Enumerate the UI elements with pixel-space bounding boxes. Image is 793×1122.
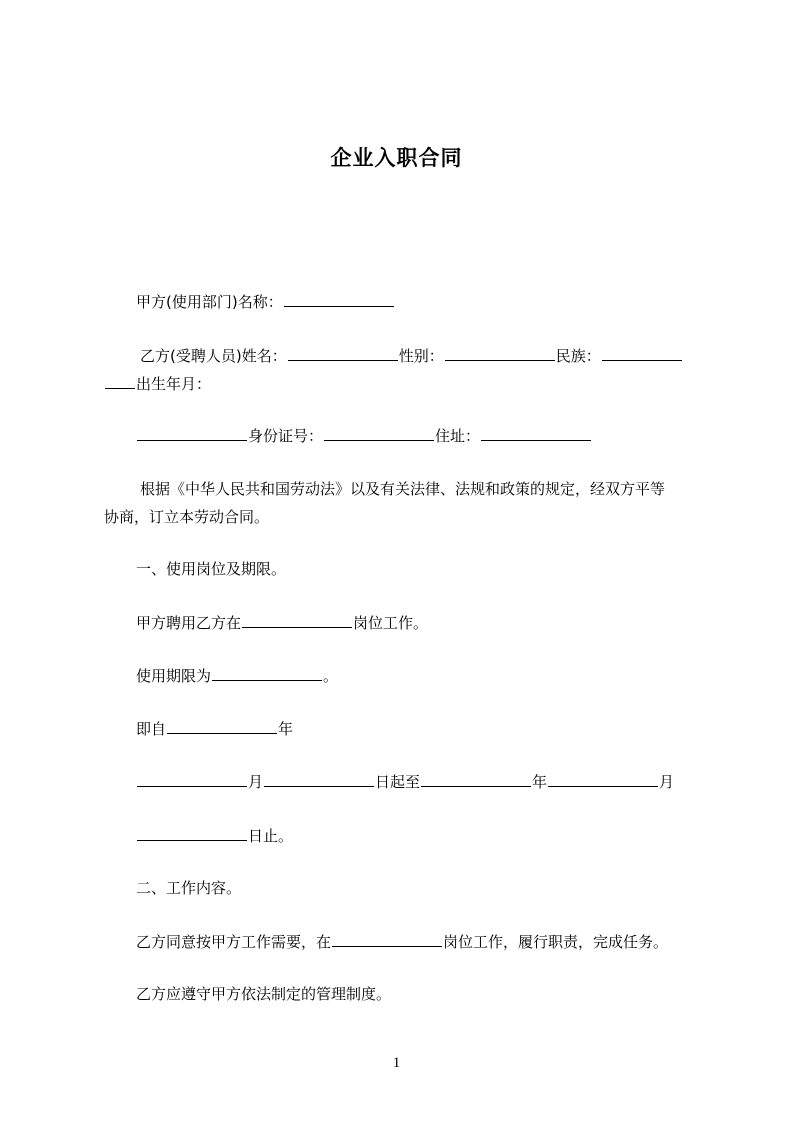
address-label: 住址： — [435, 427, 481, 445]
date-range-line — [136, 772, 674, 791]
term-line — [136, 666, 338, 685]
ethnicity-label: 民族： — [555, 347, 601, 365]
post-prefix: 甲方聘用乙方在 — [136, 614, 242, 632]
gender-label: 性别： — [398, 347, 444, 365]
ethnicity-blank — [602, 346, 682, 361]
duty-line — [136, 932, 668, 951]
document-title: 企业入职合同 — [330, 146, 463, 170]
party-b-name-blank — [288, 346, 398, 361]
duty-suffix: 岗位工作，履行职责，完成任务。 — [443, 933, 669, 951]
party-b-line — [140, 346, 683, 365]
duty-prefix: 乙方同意按甲方工作需要，在 — [136, 933, 332, 951]
start-day-blank — [264, 772, 374, 787]
birth-date-blank — [137, 426, 247, 441]
from-to-label: 日起至 — [375, 773, 421, 791]
end-month-blank — [548, 772, 658, 787]
start-month-label: 月 — [248, 773, 264, 791]
end-month-label: 月 — [659, 773, 675, 791]
start-year-blank — [167, 719, 277, 734]
page-number: 1 — [392, 1055, 401, 1071]
end-day-blank — [137, 826, 247, 841]
post-blank — [242, 613, 352, 628]
rules-line: 乙方应遵守甲方依法制定的管理制度。 — [136, 985, 392, 1003]
party-a-label: 甲方(使用部门)名称： — [136, 293, 283, 311]
birth-label: 出生年月： — [136, 375, 212, 393]
section-1-heading: 一、使用岗位及期限。 — [136, 560, 287, 578]
from-line — [136, 719, 293, 738]
post-line — [136, 613, 428, 632]
party-b-name-label: 乙方(受聘人员)姓名： — [140, 347, 287, 365]
start-year-label: 年 — [278, 720, 294, 738]
id-address-line — [136, 426, 592, 445]
start-month-blank — [137, 772, 247, 787]
party-a-line — [136, 292, 395, 311]
birth-line — [104, 374, 211, 393]
id-number-blank — [324, 426, 434, 441]
birth-leading-blank — [105, 374, 135, 389]
id-label: 身份证号： — [248, 427, 324, 445]
gender-blank — [445, 346, 555, 361]
preamble-line-2: 协商，订立本劳动合同。 — [104, 508, 270, 526]
term-blank — [212, 666, 322, 681]
from-prefix: 即自 — [136, 720, 167, 738]
end-line — [136, 826, 293, 845]
end-suffix: 日止。 — [248, 827, 294, 845]
duty-post-blank — [332, 932, 442, 947]
address-blank — [481, 426, 591, 441]
end-year-label: 年 — [532, 773, 548, 791]
post-suffix: 岗位工作。 — [353, 614, 429, 632]
preamble-line-1: 根据《中华人民共和国劳动法》以及有关法律、法规和政策的规定，经双方平等 — [140, 480, 666, 498]
term-prefix: 使用期限为 — [136, 667, 212, 685]
section-2-heading: 二、工作内容。 — [136, 879, 242, 897]
term-suffix: 。 — [323, 667, 339, 685]
end-year-blank — [421, 772, 531, 787]
party-a-name-blank — [284, 292, 394, 307]
